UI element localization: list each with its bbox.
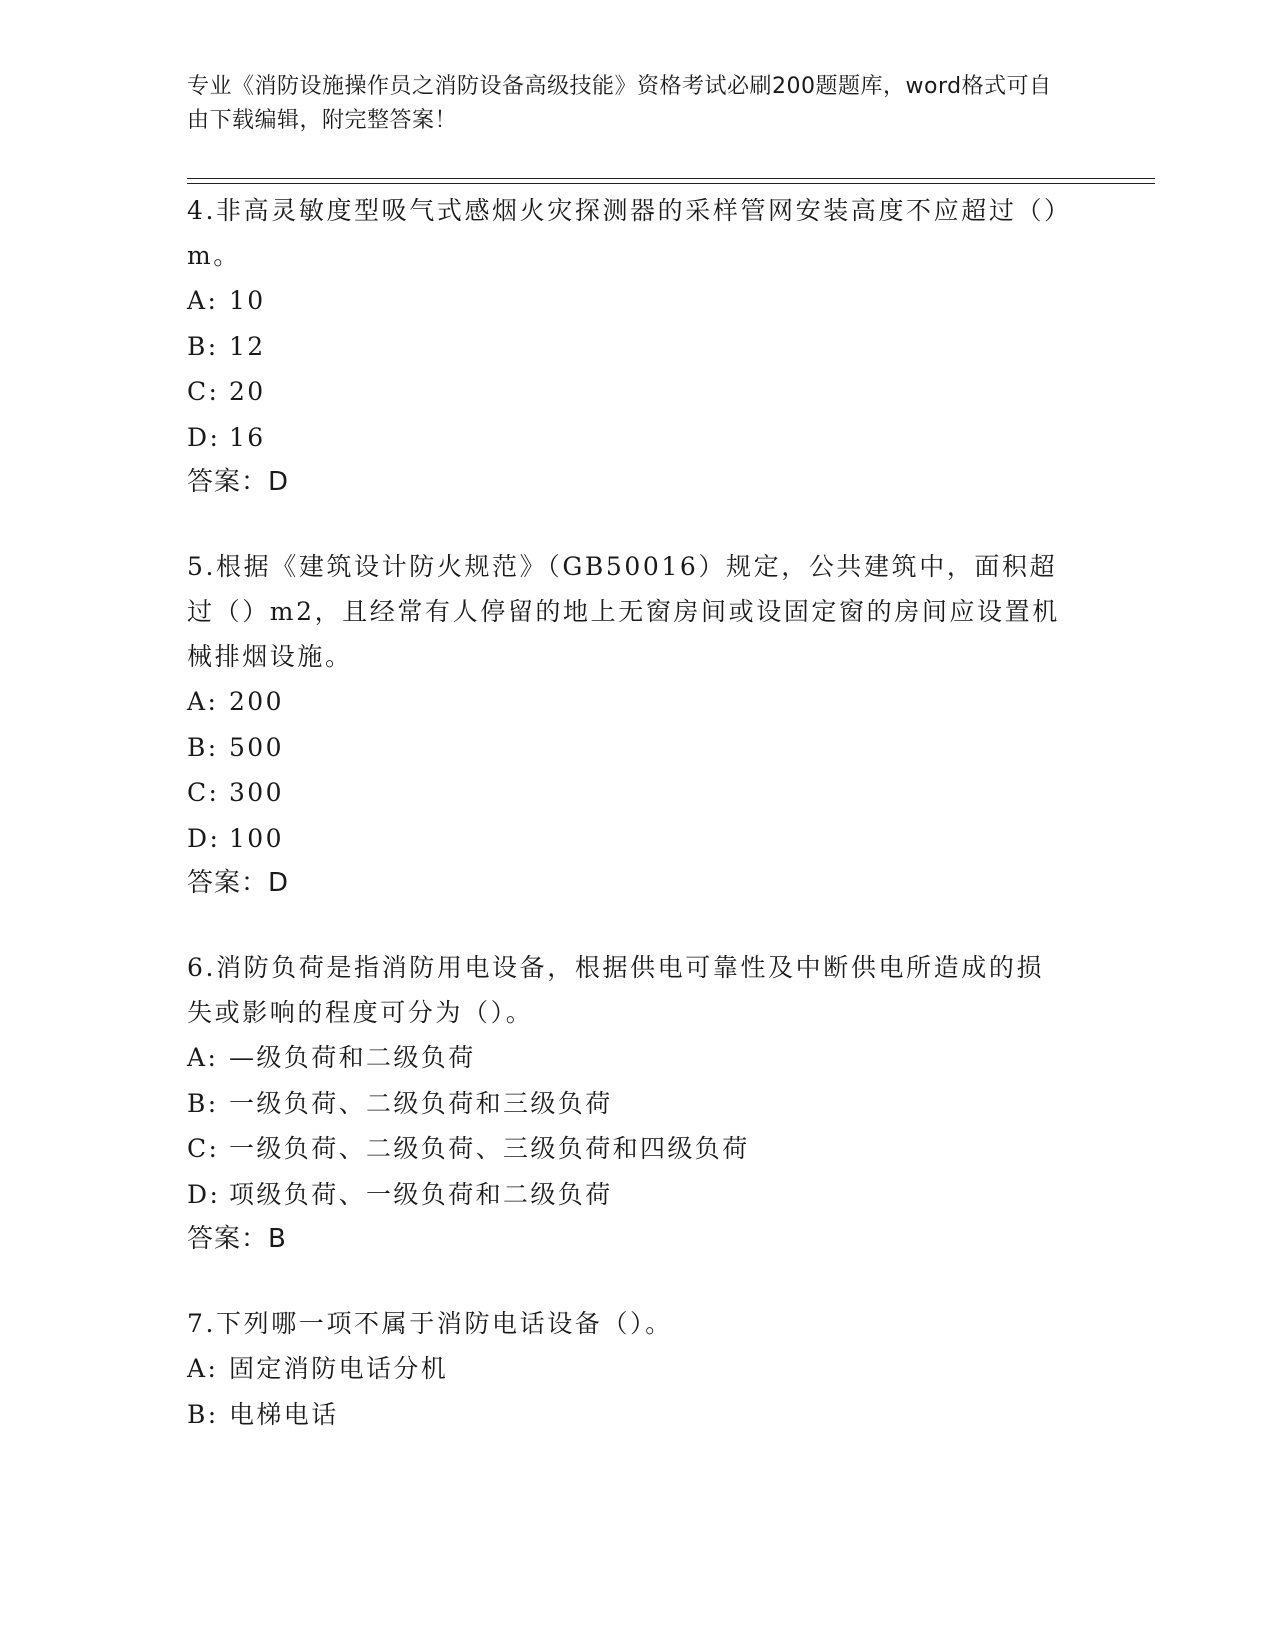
option-b: [187, 324, 1087, 370]
option-key: A:: [187, 286, 219, 315]
option-key: C:: [187, 1134, 220, 1163]
question-stem: 4.非高灵敏度型吸气式感烟火灾探测器的采样管网安装高度不应超过（）m。: [187, 196, 1060, 270]
question-4: [187, 188, 1087, 504]
option-c: [187, 369, 1087, 415]
option-text: 电梯电话: [229, 1399, 339, 1429]
option-text: 20: [229, 377, 266, 406]
option-key: C:: [187, 377, 220, 406]
option-text: 16: [229, 422, 266, 452]
option-a: [187, 1346, 1087, 1392]
option-key: B:: [187, 1088, 219, 1118]
question-list: [187, 188, 1087, 1477]
option-key: D:: [187, 422, 221, 452]
option-text: 一级负荷、二级负荷、三级负荷和四级负荷: [229, 1134, 750, 1163]
option-a: [187, 1035, 1087, 1081]
question-6: [187, 945, 1087, 1261]
header-divider-bottom: [187, 183, 1155, 184]
question-5: [187, 544, 1087, 905]
answer-line: 答案：B: [187, 1224, 287, 1254]
option-key: B:: [187, 331, 219, 361]
option-d: [187, 1172, 1087, 1218]
option-text: 项级负荷、一级负荷和二级负荷: [229, 1179, 613, 1209]
option-key: B:: [187, 732, 219, 762]
option-text: 100: [229, 823, 284, 853]
option-b: [187, 1392, 1087, 1438]
option-d: [187, 415, 1087, 461]
option-key: A:: [187, 1043, 219, 1072]
option-key: A:: [187, 687, 219, 716]
option-b: [187, 1081, 1087, 1127]
document-intro: 专业《消防设施操作员之消防设备高级技能》资格考试必刷200题题库，word格式可自由下载编辑，附完整答案！: [187, 74, 1052, 133]
option-key: A:: [187, 1354, 219, 1383]
option-key: C:: [187, 778, 220, 807]
option-b: [187, 725, 1087, 771]
question-stem: 6.消防负荷是指消防用电设备，根据供电可靠性及中断供电所造成的损失或影响的程度可分为（）。: [187, 953, 1045, 1027]
option-text: 500: [229, 732, 284, 762]
question-stem: 7.下列哪一项不属于消防电话设备（）。: [187, 1309, 673, 1338]
option-c: [187, 1126, 1087, 1172]
option-text: —级负荷和二级负荷: [229, 1043, 476, 1072]
option-key: B:: [187, 1399, 219, 1429]
option-text: 300: [229, 778, 284, 807]
option-key: D:: [187, 1179, 221, 1209]
option-a: [187, 278, 1087, 324]
option-text: 200: [229, 687, 284, 716]
answer-line: 答案：D: [187, 868, 290, 898]
option-text: 一级负荷、二级负荷和三级负荷: [229, 1088, 613, 1118]
question-stem: 5.根据《建筑设计防火规范》（GB50016）规定，公共建筑中，面积超过（）m2，且经常有人停留的地上无窗房间或设固定窗的房间应设置机械排烟设施。: [187, 552, 1060, 671]
option-text: 固定消防电话分机: [229, 1354, 449, 1383]
option-c: [187, 770, 1087, 816]
option-key: D:: [187, 823, 221, 853]
document-page: [187, 70, 1157, 138]
option-d: [187, 816, 1087, 862]
header-divider-top: [187, 178, 1155, 179]
answer-line: 答案：D: [187, 467, 290, 497]
option-a: [187, 679, 1087, 725]
question-7: [187, 1301, 1087, 1437]
option-text: 12: [229, 331, 266, 361]
option-text: 10: [229, 286, 266, 315]
